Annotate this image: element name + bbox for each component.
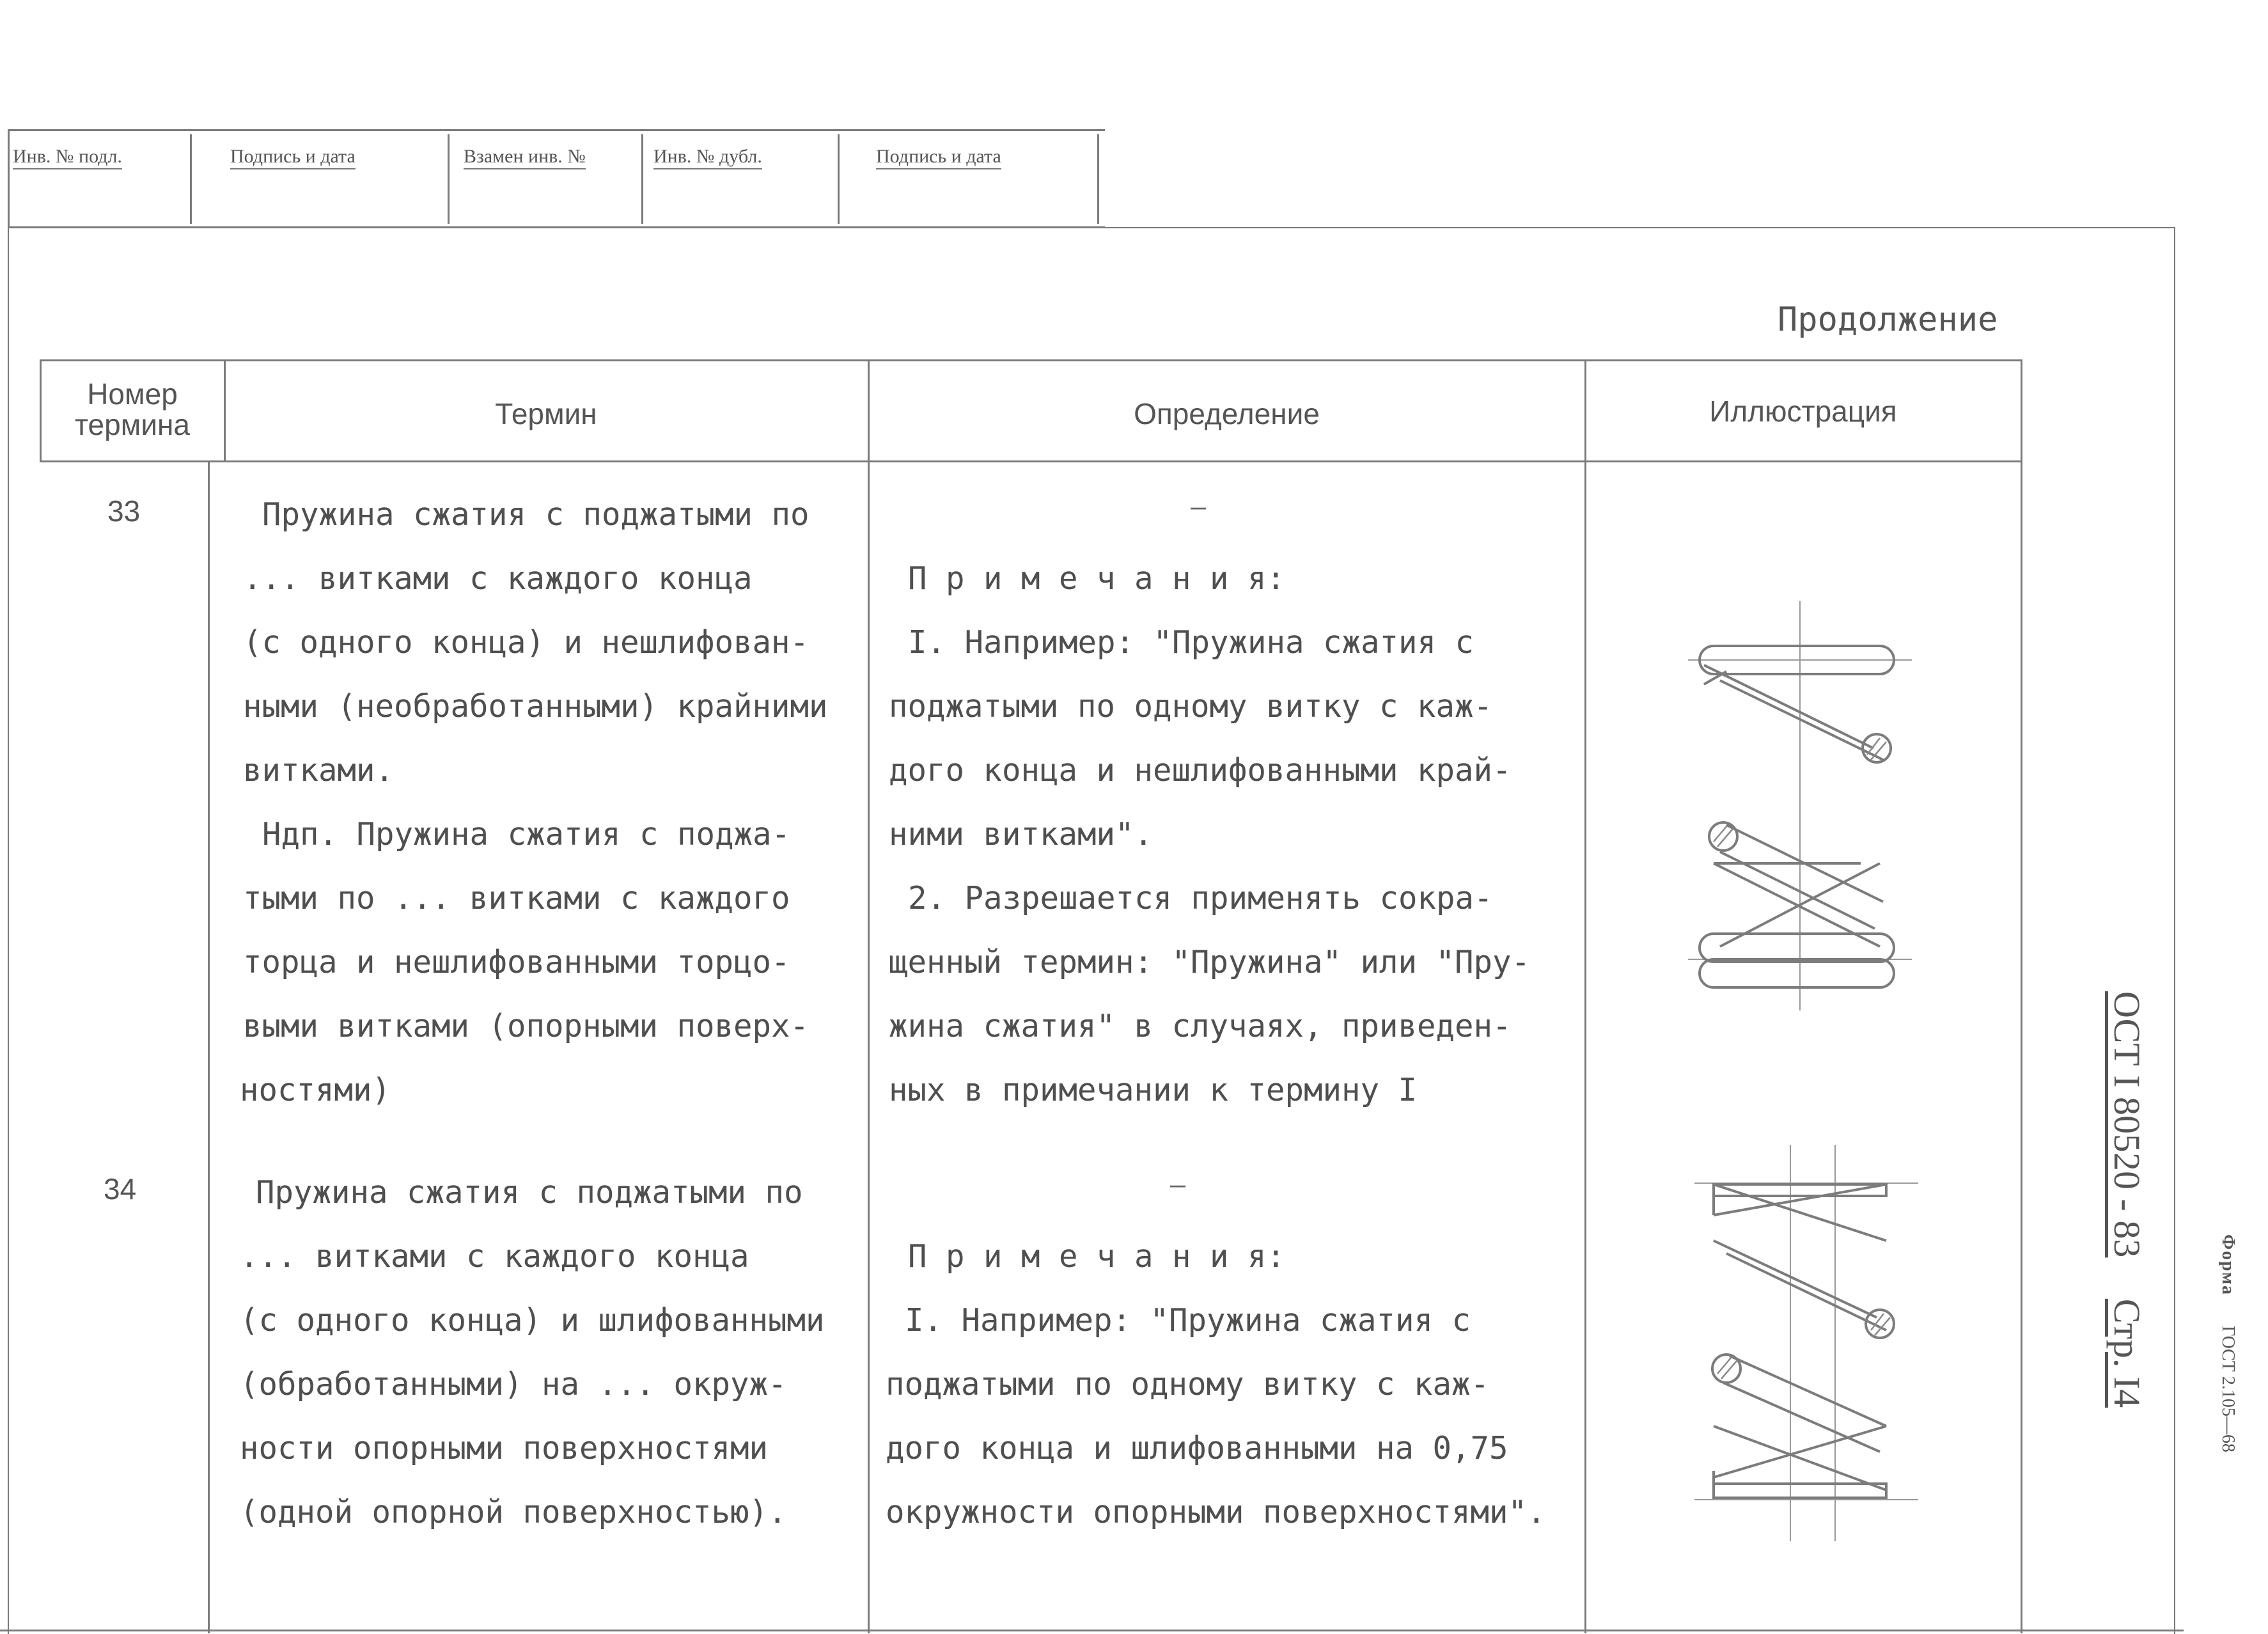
term-line: тыми по ... витками с каждого <box>243 880 790 916</box>
stamp-inv-dubl: Инв. № дубл. <box>653 146 762 179</box>
term-line: ности опорными поверхностями <box>240 1430 769 1466</box>
stamp-podpis-data-1: Подпись и дата <box>230 146 356 179</box>
term-number: 34 <box>104 1172 137 1206</box>
term-line: (с одного конца) и нешлифован- <box>243 624 809 661</box>
term-line: ... витками с каждого конца <box>240 1238 749 1275</box>
stamp-inv-podl: Инв. № подл. <box>13 146 122 179</box>
term-line: ностями) <box>240 1072 391 1108</box>
term-line: выми витками (опорными поверх- <box>243 1008 809 1044</box>
term-line: Пружина сжатия с поджатыми по <box>256 1174 803 1211</box>
spring-illustration-33 <box>1688 601 1912 1010</box>
forma-word: Форма <box>2218 1234 2238 1296</box>
definition-dash: – <box>1191 492 1207 522</box>
definition-line: щенный термин: "Пружина" или "Пру- <box>889 944 1531 980</box>
stamp-vzamen-inv: Взамен инв. № <box>464 146 586 179</box>
continuation-label: Продолжение <box>1778 301 1998 339</box>
definition-line: поджатыми по одному витку с каж- <box>889 688 1493 725</box>
definition-line: ними витками". <box>889 816 1154 852</box>
term-line: Ндп. Пружина сжатия с поджа- <box>262 816 791 852</box>
definition-line: 2. Разрешается применять сокра- <box>908 880 1493 916</box>
term-line: (одной опорной поверхностью). <box>240 1494 787 1530</box>
definition-line: I. Например: "Пружина сжатия с <box>908 624 1474 661</box>
header-illustration: Иллюстрация <box>1709 395 1897 428</box>
term-line: (обработанными) на ... окруж- <box>240 1366 787 1402</box>
definition-line: дого конца и шлифованными на 0,75 <box>886 1430 1508 1466</box>
definition-line: I. Например: "Пружина сжатия с <box>905 1302 1471 1339</box>
definition-dash: – <box>1170 1170 1186 1200</box>
header-number-line2: термина <box>74 408 191 441</box>
term-line: витками. <box>243 752 395 789</box>
page-number: Стр. I4 <box>2106 1298 2148 1408</box>
definition-line: дого конца и нешлифованными край- <box>889 752 1512 789</box>
spring-illustration-34 <box>1694 1145 1918 1541</box>
term-line: ными (необработанными) крайними <box>243 688 828 725</box>
definition-line: П р и м е ч а н и я: <box>908 560 1286 597</box>
definition-line: поджатыми по одному витку с каж- <box>886 1366 1490 1402</box>
document-code <box>2106 991 2148 1567</box>
definition-line: П р и м е ч а н и я: <box>908 1238 1286 1275</box>
forma-label <box>2217 1234 2238 1618</box>
forma-gost: ГОСТ 2.105—68 <box>2218 1326 2238 1452</box>
header-definition: Определение <box>1134 397 1320 430</box>
header-number-line1: Номер <box>87 377 178 411</box>
term-line: ... витками с каждого конца <box>243 560 753 597</box>
stamp-podpis-data-2: Подпись и дата <box>876 146 1001 179</box>
header-term: Термин <box>495 397 597 430</box>
definition-line: окружности опорными поверхностями". <box>886 1494 1546 1530</box>
definition-line: ных в примечании к термину I <box>889 1072 1418 1108</box>
definition-line: жина сжатия" в случаях, приведен- <box>889 1008 1512 1044</box>
term-line: торца и нешлифованными торцо- <box>243 944 790 980</box>
term-line: (с одного конца) и шлифованными <box>240 1302 825 1339</box>
header-number <box>42 379 223 440</box>
term-line: Пружина сжатия с поджатыми по <box>262 496 809 533</box>
document-code-text: ОСТ I 80520 - 83 <box>2106 991 2148 1258</box>
term-number: 33 <box>107 494 141 528</box>
